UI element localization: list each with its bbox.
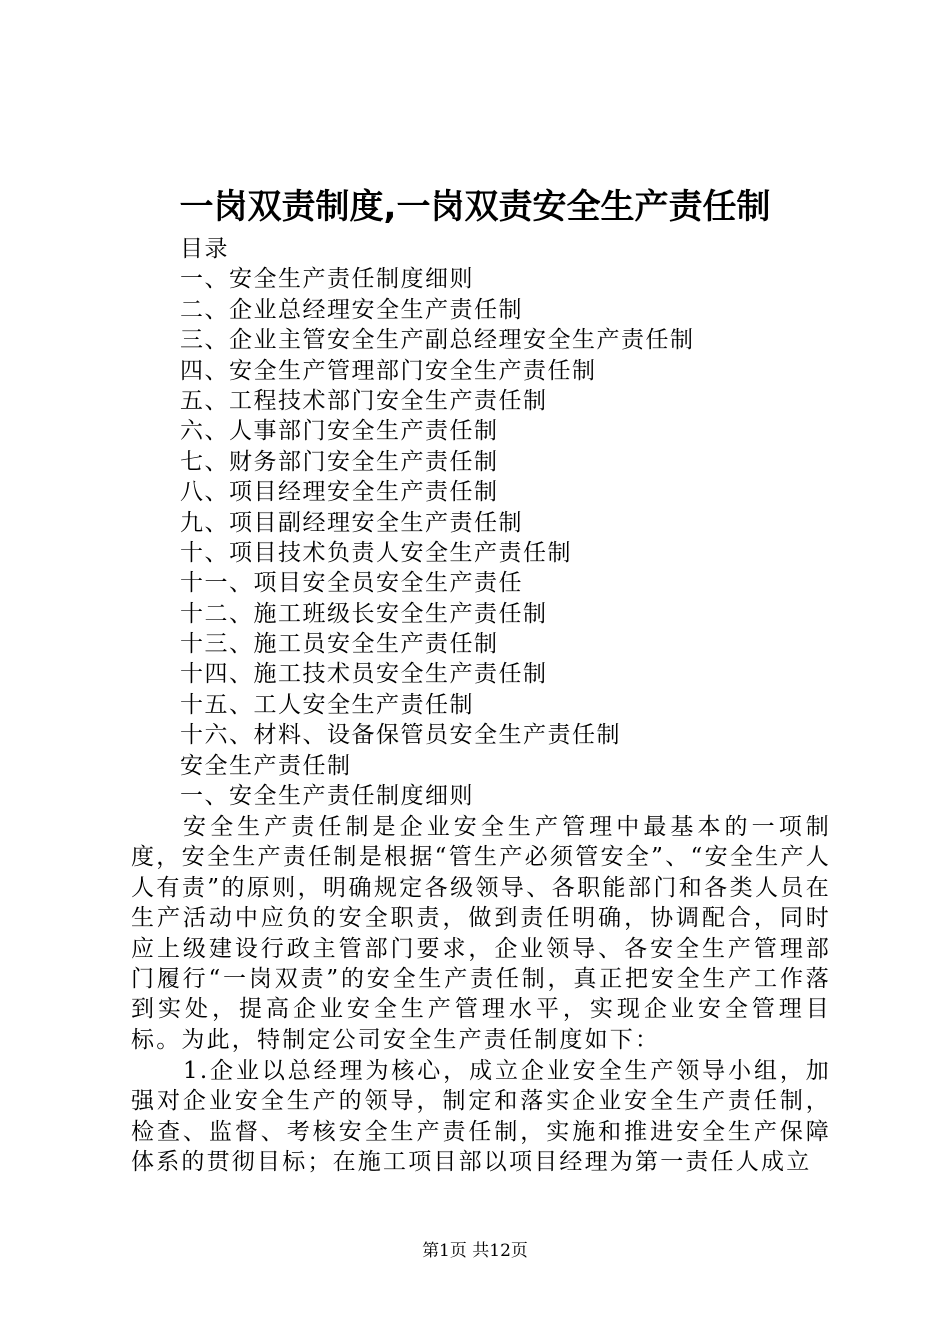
toc-item: 十二、施工班级长安全生产责任制 — [180, 600, 548, 627]
toc-item: 十五、工人安全生产责任制 — [180, 691, 474, 718]
toc-heading: 目录 — [180, 236, 229, 262]
toc-item: 六、人事部门安全生产责任制 — [180, 418, 499, 445]
subsection-heading: 一、安全生产责任制度细则 — [180, 783, 474, 810]
body-paragraph: 安全生产责任制是企业安全生产管理中最基本的一项制度，安全生产责任制是根据“管生产必须管安全”、“安全生产人人有责”的原则，明确规定各级领导、各职能部门和各类人员在生产活动中应负的安全职责，做到责任明确，协调配合，同时应上级建设行政主管部门要求，企业领导、各安全生产管理部门履行“一岗双责”的安全生产责任制，真正把安全生产工作落到实处，提高企业安全生产管理水平，实现企业安全管理目标。为此，特制定公司安全生产责任制度如下： — [131, 814, 831, 1053]
body-paragraph: 1.企业以总经理为核心，成立企业安全生产领导小组，加强对企业安全生产的领导，制定和落实企业安全生产责任制，检查、监督、考核安全生产责任制，实施和推进安全生产保障体系的贯彻目标；在施工项目部以项目经理为第一责任人成立 — [131, 1058, 831, 1176]
toc-item: 二、企业总经理安全生产责任制 — [180, 296, 523, 323]
toc-item: 十一、项目安全员安全生产责任 — [180, 570, 523, 597]
page-number: 第1页 共12页 — [422, 1241, 528, 1261]
toc-item: 十、项目技术负责人安全生产责任制 — [180, 539, 572, 566]
section-heading: 安全生产责任制 — [180, 752, 352, 779]
toc-item: 八、项目经理安全生产责任制 — [180, 479, 499, 506]
toc-item: 十六、材料、设备保管员安全生产责任制 — [180, 722, 621, 749]
toc-item: 七、财务部门安全生产责任制 — [180, 448, 499, 475]
toc-item: 三、企业主管安全生产副总经理安全生产责任制 — [180, 327, 695, 354]
toc-item: 五、工程技术部门安全生产责任制 — [180, 387, 548, 414]
toc-item: 十三、施工员安全生产责任制 — [180, 631, 499, 658]
toc-item: 四、安全生产管理部门安全生产责任制 — [180, 357, 597, 384]
toc-item: 一、安全生产责任制度细则 — [180, 266, 474, 293]
toc-item: 十四、施工技术员安全生产责任制 — [180, 661, 548, 688]
document-title: 一岗双责制度,一岗双责安全生产责任制 — [179, 187, 771, 227]
toc-item: 九、项目副经理安全生产责任制 — [180, 509, 523, 536]
table-of-contents — [180, 234, 695, 811]
